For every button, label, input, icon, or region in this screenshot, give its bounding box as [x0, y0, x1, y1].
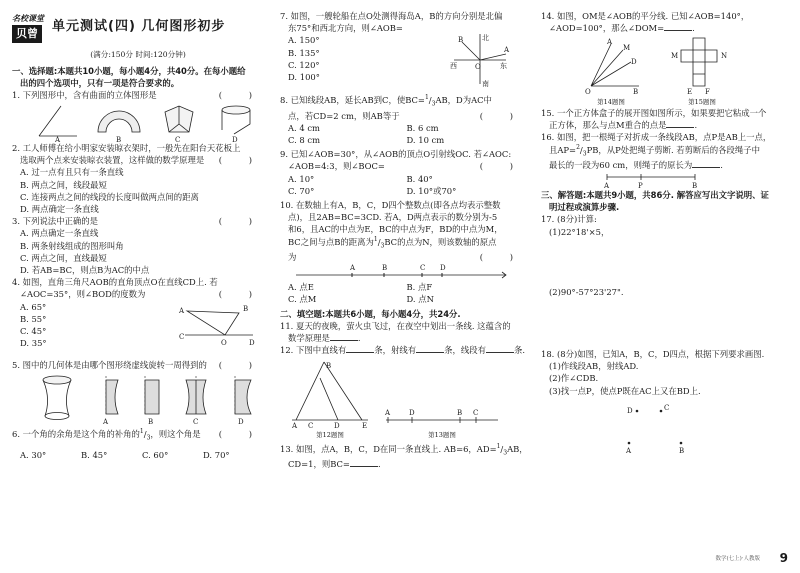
- svg-text:B: B: [326, 362, 332, 371]
- q9-opt-b: B. 40°: [406, 173, 433, 184]
- svg-text:B: B: [458, 36, 464, 45]
- q14-blank[interactable]: [664, 22, 692, 31]
- svg-text:D: D: [238, 417, 244, 426]
- page-title: 单元测试(四) 几何图形初步: [52, 18, 226, 34]
- q12-blank-segments[interactable]: [486, 344, 514, 353]
- svg-text:B: B: [633, 88, 639, 97]
- q9-opt-a: A. 10°: [288, 173, 315, 184]
- q17-line1: 17. (8分)计算:: [541, 214, 597, 225]
- q13-blank[interactable]: [350, 458, 378, 467]
- header: [12, 12, 264, 43]
- svg-text:M: M: [671, 52, 679, 61]
- q10-line2: 点)，且2AB=BC=3CD. 若A，D两点表示的数分别为-5: [288, 212, 498, 223]
- section-2-title: 二、填空题:本题共6小题，每小题4分，共24分.: [280, 308, 461, 319]
- q9-options: [280, 173, 525, 197]
- q10-line5: 为 ( ): [288, 251, 525, 262]
- q15-line1: 15. 一个正方体盒子的展开图如图所示，如果要把它粘成一个: [541, 107, 767, 118]
- q18-step-2: (2)作∠CDB.: [549, 373, 599, 384]
- section-1-title-2: 出的四个选项中，只有一项是符合要求的。: [20, 77, 180, 88]
- svg-text:M: M: [623, 44, 631, 53]
- svg-text:C: C: [179, 332, 185, 341]
- q4-figure: [177, 301, 259, 349]
- q5-option-d: [221, 372, 261, 424]
- q4-opt-d: D. 35°: [20, 338, 47, 349]
- q1-label-d: D: [231, 136, 238, 145]
- svg-text:D: D: [631, 58, 637, 67]
- svg-text:A: A: [350, 264, 356, 273]
- exam-meta: (满分:150分 时间:120分钟): [90, 49, 186, 59]
- q7-opt-a: A. 150°: [288, 35, 320, 46]
- q1-text: 1. 下列图形中，含有曲面的立体图形是 ( ): [12, 89, 264, 100]
- q16-line3: 最长的一段为60 cm，则绳子的原长为 .: [549, 159, 723, 170]
- q5-option-c: [176, 372, 216, 424]
- right-column: [541, 10, 791, 455]
- q6-opt-b: B. 45°: [81, 450, 108, 461]
- q10-opt-c: C. 点M: [288, 294, 317, 305]
- svg-text:A: A: [626, 446, 632, 455]
- q6-opt-d: D. 70°: [203, 450, 230, 461]
- q1-label-a: A: [54, 136, 60, 145]
- q16-line1: 16. 如图，把一根绳子对折成一条线段AB，点P是AB上一点，: [541, 132, 772, 143]
- q11-blank[interactable]: [330, 332, 358, 341]
- q16-line2: 且$AP=^2/_3PB$，从P处把绳子剪断. 若剪断后的各段绳子中: [549, 143, 761, 158]
- q12-triangle-figure: [288, 358, 372, 431]
- svg-text:P: P: [638, 182, 643, 191]
- q10-opt-a: A. 点E: [288, 282, 314, 293]
- q4-line2: ∠AOC=35°，则∠BOD的度数为 ( ): [20, 289, 264, 300]
- svg-text:D: D: [409, 409, 415, 418]
- q9-line1: 9. 已知∠AOB=30°，从∠AOB的顶点O引射线OC. 若∠AOC:: [280, 149, 512, 160]
- q17-answer-space-a[interactable]: [541, 238, 791, 286]
- q5-option-b: [131, 372, 171, 424]
- q14-line1: 14. 如图，OM是∠AOB的平分线. 已知∠AOB=140°，: [541, 11, 750, 21]
- svg-text:D: D: [627, 406, 633, 415]
- q13-figure: [382, 408, 502, 441]
- q18-line1: 18. (8分)如图，已知A，B，C，D四点，根据下列要求画图.: [541, 349, 765, 360]
- q14-q15-figures: [581, 36, 791, 107]
- q17-part-a: (1)22°18'×5，: [549, 226, 610, 237]
- q8-opt-c: C. 8 cm: [288, 135, 321, 146]
- q10-number-line: [292, 263, 512, 281]
- q12-figure: [288, 358, 372, 441]
- q10-line3: 和6，且AC的中点为E，BC的中点为F，BD的中点为M，: [288, 224, 503, 235]
- q7-compass-figure: [450, 30, 510, 88]
- brand-logo: [12, 12, 44, 43]
- q7-opt-c: C. 120°: [288, 59, 320, 70]
- q5-figures: [30, 372, 264, 424]
- svg-text:C: C: [664, 403, 670, 412]
- q1-label-c: C: [174, 136, 180, 145]
- q6-opt-c: C. 60°: [142, 450, 169, 461]
- q17-part-b: (2)90°-57°23'27".: [549, 286, 624, 297]
- q9-line2: ∠AOB=4:3，则∠BOC= ( ): [288, 161, 525, 172]
- svg-text:东: 东: [500, 62, 507, 71]
- svg-text:A: A: [604, 182, 610, 191]
- q9-opt-d: D. 10°或70°: [406, 185, 457, 196]
- q1-arch-figure: [94, 102, 144, 145]
- svg-text:E: E: [362, 422, 368, 431]
- q3-opt-c: C. 两点之间，直线最短: [20, 252, 107, 263]
- svg-text:C: C: [473, 409, 479, 418]
- svg-text:F: F: [705, 88, 710, 97]
- page-number: 9: [779, 550, 788, 565]
- q4-body: [12, 301, 264, 359]
- q11-line2: 数学原理是 .: [288, 332, 361, 343]
- q2-opt-d: D. 两点确定一条直线: [20, 204, 99, 215]
- q18-step-1: (1)作线段AB，射线AD.: [549, 361, 639, 372]
- q12-q13-figures: [288, 358, 525, 441]
- svg-text:A: A: [179, 306, 185, 315]
- q15-caption: 第15题图: [688, 97, 716, 106]
- svg-text:B: B: [692, 182, 698, 191]
- svg-text:O: O: [221, 338, 227, 347]
- q2-opt-c: C. 连接两点之间的线段的长度叫做两点间的距离: [20, 191, 199, 202]
- q6-options: [12, 449, 264, 461]
- brand-box: 贝曾: [12, 25, 42, 43]
- svg-text:C: C: [193, 417, 199, 426]
- q14-caption: 第14题图: [597, 97, 625, 106]
- q2-line1: 2. 工人师傅在给小明家安装晾衣架时，一般先在阳台天花板上: [12, 143, 241, 154]
- q2-opt-a: A. 过一点有且只有一条直线: [20, 167, 124, 178]
- q14-angle-figure: [581, 36, 641, 97]
- left-column: [12, 10, 264, 463]
- q8-options: [280, 122, 525, 146]
- q5-line1: 5. 图中的几何体是由哪个图形绕虚线旋转一周得到的 ( ): [12, 359, 264, 370]
- q12-blank-rays[interactable]: [416, 344, 444, 353]
- svg-text:D: D: [249, 338, 255, 347]
- q12-line1: 12. 下图中直线有 条，射线有 条，线段有 条.: [280, 345, 526, 356]
- svg-text:西: 西: [450, 62, 457, 71]
- q1-cylinder-figure: [214, 102, 258, 145]
- middle-column: [280, 10, 528, 470]
- q3-opt-d: D. 若AB=BC，则点B为AC的中点: [20, 264, 150, 275]
- svg-text:B: B: [382, 264, 388, 273]
- q2-opt-b: B. 两点之间，线段最短: [20, 179, 107, 190]
- q4-opt-a: A. 65°: [20, 301, 47, 312]
- q11-line1: 11. 夏天的夜晚，萤火虫飞过，在夜空中划出一条线. 这蕴含的: [280, 320, 511, 331]
- svg-text:C: C: [308, 422, 314, 431]
- q5-solid-figure: [33, 372, 81, 424]
- q6-opt-a: A. 30°: [20, 450, 47, 461]
- q12-blank-lines[interactable]: [346, 344, 374, 353]
- q2-line2: 选取两个点来安装晾衣装置，这样做的数学原理是 ( ): [20, 155, 264, 166]
- q8-opt-d: D. 10 cm: [406, 135, 445, 146]
- q10-opt-b: B. 点F: [406, 282, 433, 293]
- svg-text:O: O: [475, 63, 481, 72]
- q5-option-a: [86, 372, 126, 424]
- q10-options: [280, 281, 525, 305]
- q7-line1: 7. 如图，一艘轮船在点O处测得海岛A，B的方向分别是北偏: [280, 11, 503, 21]
- q3-line1: 3. 下列说法中正确的是 ( ): [12, 216, 264, 227]
- svg-text:B: B: [243, 304, 249, 313]
- q3-opt-a: A. 两点确定一条直线: [20, 228, 99, 239]
- q13-caption: 第13题图: [428, 431, 456, 440]
- q15-line2: 正方体，那么与点M重合的点是 .: [549, 120, 698, 131]
- svg-text:E: E: [687, 88, 693, 97]
- q7-opt-b: B. 135°: [288, 47, 320, 58]
- q17-answer-space-b[interactable]: [541, 298, 791, 348]
- q15-blank[interactable]: [666, 119, 694, 128]
- q6-line1: 6. 一个角的余角是这个角的补角的$^1/_3$，则这个角是 ( ): [12, 427, 264, 442]
- q8-opt-a: A. 4 cm: [288, 122, 320, 133]
- q7-opt-d: D. 100°: [288, 71, 320, 82]
- svg-text:A: A: [292, 422, 298, 431]
- q13-segment-figure: [382, 408, 502, 428]
- q7-line2: 东75°和西北方向，则∠AOB=: [288, 23, 403, 34]
- q3-opt-b: B. 两条射线组成的图形叫角: [20, 240, 124, 251]
- q18-points-figure[interactable]: [621, 403, 741, 455]
- q4-opt-c: C. 45°: [20, 325, 47, 336]
- q4-line1: 4. 如图，直角三角尺AOB的直角顶点O在直线CD上. 若: [12, 277, 218, 288]
- svg-text:北: 北: [482, 34, 489, 43]
- q8-line2: 点，若CD=2 cm，则AB等于 ( ): [288, 110, 525, 121]
- svg-text:D: D: [334, 422, 340, 431]
- q1-prism-figure: [157, 102, 201, 145]
- svg-text:O: O: [585, 88, 591, 97]
- q1-angle-figure: [37, 102, 81, 145]
- svg-text:N: N: [721, 52, 728, 61]
- q16-rope-figure: [601, 171, 701, 189]
- q13-line1: 13. 如图，点A，B，C，D在同一条直线上. AB=6，$AD=^1/_3AB$，: [280, 443, 528, 457]
- svg-text:D: D: [440, 264, 446, 273]
- q7-body: [280, 34, 525, 92]
- svg-text:A: A: [607, 38, 613, 47]
- svg-text:B: B: [679, 446, 685, 455]
- q15-figure: [669, 36, 735, 107]
- svg-text:A: A: [504, 46, 510, 55]
- svg-text:B: B: [147, 417, 154, 426]
- q10-line1: 10. 在数轴上有A，B，C，D四个整数点(即各点均表示整数: [280, 200, 501, 211]
- q15-net-figure: [669, 36, 735, 97]
- section-3-title-2: 明过程或演算步骤.: [549, 202, 620, 213]
- q14-figure: [581, 36, 641, 107]
- q1-figures: [30, 102, 264, 145]
- svg-text:C: C: [420, 264, 426, 273]
- q8-line1: 8. 已知线段AB，延长AB到C，使$BC=^1/_3AB$，D为AC中: [280, 94, 492, 109]
- q10-opt-d: D. 点N: [406, 294, 434, 305]
- q10-line4: BC之间与点B的距离为$^1/_3BC$的点为N，则该数轴的原点: [288, 235, 497, 250]
- brand-top: 名校课堂: [12, 14, 44, 23]
- q8-opt-b: B. 6 cm: [406, 122, 439, 133]
- section-1-title: 一、选择题:本题共10小题，每小题4分，共40分。在每小题给: [12, 65, 246, 76]
- q18-step-3: (3)找一点P，使点P既在AC上又在BD上.: [549, 385, 701, 396]
- q13-line2: CD=1，则BC= .: [288, 459, 381, 470]
- svg-text:南: 南: [482, 80, 489, 89]
- svg-text:B: B: [457, 409, 463, 418]
- footer-note: 数学(七上)·人教版: [715, 556, 760, 563]
- q14-line2: ∠AOD=100°，那么∠DOM= .: [549, 23, 695, 34]
- section-3-title: 三、解答题:本题共9小题，共86分. 解答应写出文字说明、证: [541, 190, 769, 201]
- q4-opt-b: B. 55°: [20, 313, 47, 324]
- q16-blank[interactable]: [692, 159, 720, 168]
- svg-text:A: A: [385, 409, 391, 418]
- svg-text:A: A: [102, 417, 108, 426]
- q12-caption: 第12题图: [316, 431, 344, 440]
- q1-label-b: B: [115, 136, 121, 145]
- q9-opt-c: C. 70°: [288, 185, 315, 196]
